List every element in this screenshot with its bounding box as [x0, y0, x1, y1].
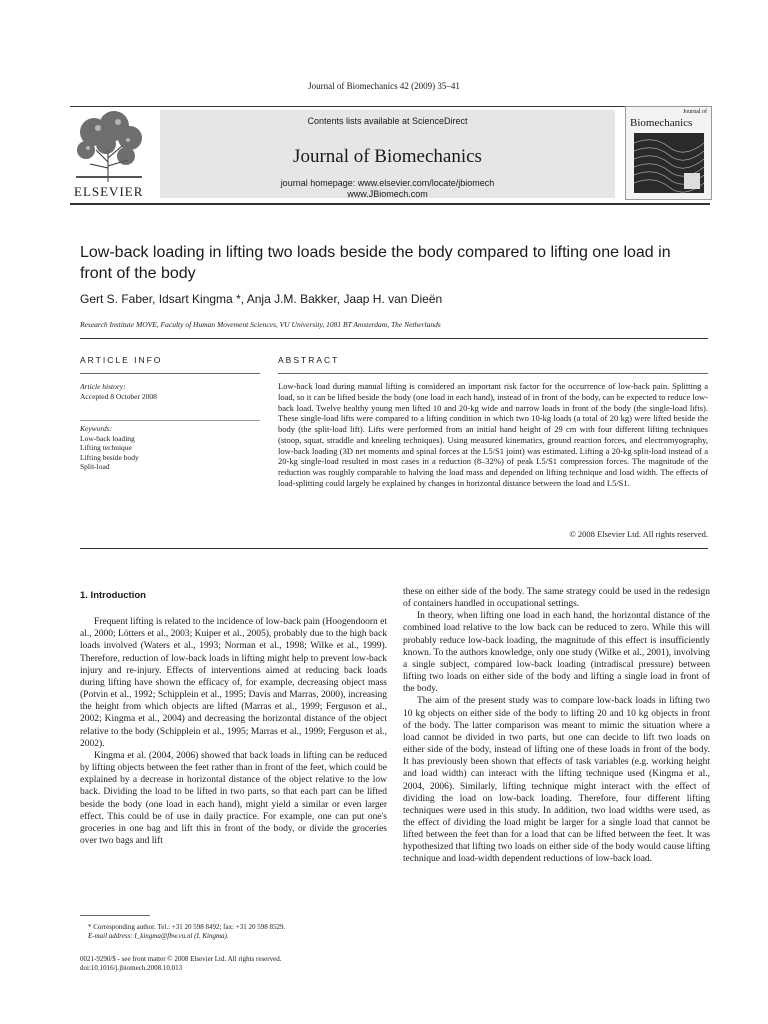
journal-masthead	[70, 106, 710, 201]
body-paragraph: In theory, when lifting one load in each hand, the horizontal distance of the combined load relative to the low back can be reduced to zero. While this will probably reduce low-back loading, the magnitude of this effect is insufficiently known. To the authors knowledge, only one study (Wilke et al., 2001), involving a single subject, compared low-back loading (intradiscal pressure) between lifting two loads on either side of the body and lifting a single load in front of the body.	[403, 611, 710, 695]
keyword-item: Split-load	[80, 462, 110, 471]
keyword-item: Low-back loading	[80, 433, 135, 443]
body-column-left	[80, 590, 387, 847]
issn-line: 0021-9290/$ - see front matter © 2008 Elsevier Ltd. All rights reserved.	[80, 955, 282, 963]
elsevier-tree-icon	[70, 110, 150, 182]
masthead-bottom-rule	[70, 203, 710, 205]
abstract-text: Low-back load during manual lifting is considered an important risk factor for the occurrence of low-back pain. Splitting a load, so it can be lifted beside the body (one load in each hand), instead of in front of the body, can be expected to reduce low-back load. Twelve healthy young men lifted 10 and 20-kg wide and narrow loads in front of the body (the single-load lifts). These single-load lifts were compared to a lifting condition in which two 10-kg loads (a total of 20 kg) were lifted beside the body (the split-load lift). Lifts were performed from an initial hand height of 29 cm with four different lifting techniques (stoop, squat, straddle and kneeling techniques). Using measured kinematics, ground reaction forces, and electromyography, low-back loading (3D net moments and spinal forces at the L5/S1 joint) was estimated. Lifting a 20-kg split-load instead of a 20-kg single-load resulted in most cases in a reduction (8–32%) of peak L5/S1 compression forces. The magnitude of the reduction was roughly comparable to halving the load mass and depended on lifting technique and load width. The effects of load-splitting could largely be explained by changes in horizontal distance between the load and L5/S1.	[278, 381, 708, 488]
journal-name: Journal of Biomechanics	[293, 146, 482, 167]
article-authors: Gert S. Faber, Idsart Kingma *, Anja J.M. Bakker, Jaap H. van Dieën	[80, 292, 443, 306]
body-paragraph: Kingma et al. (2004, 2006) showed that back loads in lifting can be reduced by lifting objects between the feet rather than in front of the feet, which could be explained by a decrease in horizontal distance of the object relative to the low back. Dividing the load to be lifted in two parts, so that each part can be lifted beside the body (one load in each hand), might yield a similar or even larger effect. This could be of use in daily practice. For example, one can put one's groceries in one bag and lift this in front of the body, or divide the groceries over two bags and lift	[80, 750, 387, 846]
footnote-rule	[80, 915, 150, 916]
journal-homepage	[160, 178, 615, 200]
article-info-rule	[80, 373, 260, 374]
history-value: Accepted 8 October 2008	[80, 391, 157, 401]
history-rule	[80, 420, 260, 421]
elsevier-logo	[70, 110, 155, 200]
publisher-logo-text: ELSEVIER	[74, 184, 144, 199]
keywords-block	[80, 424, 260, 472]
abstract-bottom-rule	[80, 548, 708, 549]
cover-top-text: Journal of	[682, 109, 707, 115]
section-heading: 1. Introduction	[80, 590, 146, 601]
author-email[interactable]: E-mail address: I_kingma@fbw.vu.nl (I. Kingma).	[88, 932, 229, 940]
keyword-item: Lifting beside body	[80, 452, 139, 462]
cover-title: Biomechanics	[630, 117, 693, 129]
homepage-line-2[interactable]: www.JBiomech.com	[347, 189, 428, 199]
corresponding-author-footnote	[80, 923, 387, 941]
body-paragraph: Frequent lifting is related to the incidence of low-back pain (Hoogendoorn et al., 2000; Lötters et al., 2003; Kuiper et al., 2005), probably due to the high back loads involved (Waters et al., 1993; Norman et al., 1998; Wilke et al., 1999). Therefore, reduction of low-back loads in lifting might help to prevent low-back injury and re-injury. Effects of interventions aimed at reducing back loads during lifting have shown the efficacy of, for example, decreasing object mass (Potvin et al., 1992; Schipplein et al., 1995; Davis and Marras, 2000), increasing the height from which objects are lifted (Marras et al., 1999; Ferguson et al., 2002; Kingma et al., 2004) and decreasing the horizontal distance of the object relative to the body (Schipplein et al., 1995; Marras et al., 1999; Ferguson et al., 2002).	[80, 617, 387, 749]
body-paragraph-continued: these on either side of the body. The same strategy could be used in the redesign of containers handled in occupational settings.	[403, 587, 710, 610]
author-affiliation: Research Institute MOVE, Faculty of Human Movement Sciences, VU University, 1081 BT Amsterdam, The Netherlands	[80, 320, 441, 329]
body-column-right	[403, 586, 710, 866]
cover-art-icon	[634, 133, 704, 193]
history-label: Article history:	[80, 382, 126, 391]
issn-doi-block	[80, 955, 387, 973]
contents-line: Contents lists available at ScienceDirect	[307, 116, 468, 126]
journal-cover-image	[625, 106, 712, 200]
abstract-rule	[278, 373, 708, 374]
abstract-copyright: © 2008 Elsevier Ltd. All rights reserved.	[569, 529, 708, 539]
article-history	[80, 382, 260, 401]
body-paragraph: The aim of the present study was to compare low-back loads in lifting two 10 kg objects on either side of the body to lifting 20 and 10 kg objects in front of the body. The latter comparison was meant to mimic the situation where a load cannot be divided in two parts, but one can decide to lift two loads on either side of the body, instead of lifting one of these loads in front of the body. It has previously been shown that effects of task variables (e.g. working height and load width) can interact with the lifting technique used (Kingma et al., 2004, 2006). Similarly, lifting technique might interact with the effect of dividing the load on low-back loading. Therefore, four different lifting techniques were used in this study. In addition, two load widths were used, as the effect of dividing the load might be larger for a single load that cannot be lifted between the feet than for a load that can be lifted between the feet. It was hypothesized that lifting two loads on either side of the body would cause lifting technique and load-width dependent reductions of low-back load.	[403, 696, 710, 865]
journal-citation: Journal of Biomechanics 42 (2009) 35–41	[308, 81, 460, 91]
journal-info-box	[160, 110, 615, 198]
article-info-heading: ARTICLE INFO	[80, 355, 163, 365]
corresponding-author: * Corresponding author. Tel.: +31 20 598 8492; fax: +31 20 598 8529.	[88, 923, 286, 931]
article-title: Low-back loading in lifting two loads beside the body compared to lifting one load in front of the body	[80, 244, 671, 282]
doi-line[interactable]: doi:10.1016/j.jbiomech.2008.10.013	[80, 964, 183, 972]
homepage-line-1[interactable]: journal homepage: www.elsevier.com/locate/jbiomech	[280, 178, 495, 188]
keywords-label: Keywords:	[80, 424, 113, 433]
keyword-item: Lifting technique	[80, 443, 132, 452]
abstract-heading: ABSTRACT	[278, 355, 340, 365]
header-divider	[80, 338, 708, 339]
